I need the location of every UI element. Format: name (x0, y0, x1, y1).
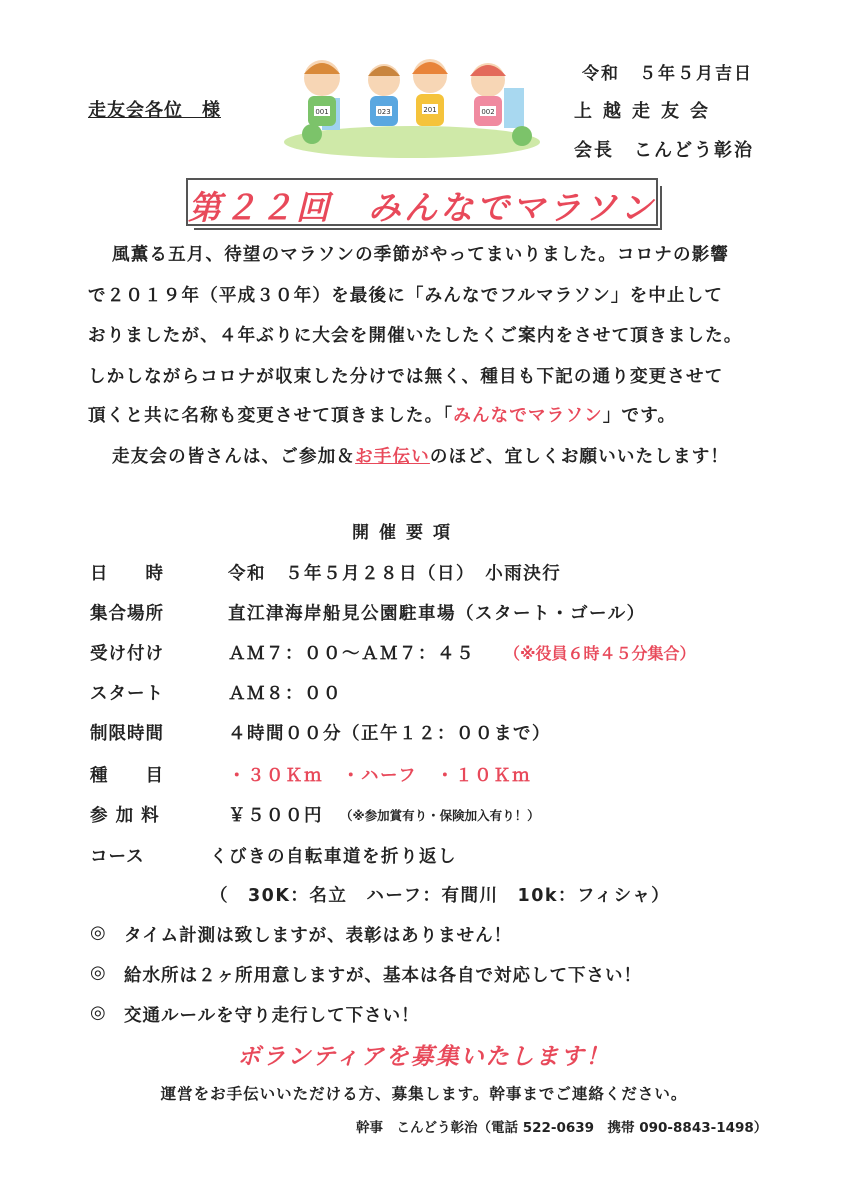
note-mark-1: ◎ (90, 922, 106, 943)
section-title: 開催要項 (352, 523, 460, 543)
course-value: くびきの自転車道を折り返し (210, 847, 457, 867)
intro-line-1: 風薫る五月、待望のマラソンの季節がやってまいりました。コロナの影響 (112, 245, 730, 265)
start-value: ＡＭ８：００ (228, 684, 342, 704)
intro-line-5-pre: 頂くと共に名称も変更させて頂きました。「 (88, 406, 454, 426)
note-1: タイム計測は致しますが、表彰はありません！ (124, 926, 513, 946)
venue-label: 集合場所 (90, 604, 164, 624)
intro-line-5-post: 」です。 (602, 406, 677, 426)
fee-note: （※参加賞有り・保険加入有り！） (340, 808, 540, 823)
reception-note: （※役員６時４５分集合） (504, 644, 696, 663)
course-detail: （ 30K：名立 ハーフ：有間川 10k：フィシャ） (210, 886, 671, 906)
runner-2 (368, 64, 400, 126)
date-value: 令和 ５年５月２８日（日） 小雨決行 (228, 564, 562, 584)
runner-3 (412, 59, 448, 126)
intro-line-6-post: のほど、宜しくお願いいたします！ (429, 447, 730, 467)
intro-line-5 (88, 402, 676, 427)
intro-line-4: しかしながらコロナが収束した分けでは無く、種目も下記の通り変更させて (88, 367, 724, 387)
svg-text:002: 002 (481, 108, 495, 116)
recruit-text: 運営をお手伝いいただける方、募集します。幹事までご連絡ください。 (160, 1085, 688, 1103)
note-mark-2: ◎ (90, 962, 106, 983)
event-value: ・３０Ｋｍ ・ハーフ ・１０Ｋｍ (228, 766, 532, 786)
volunteer-heading: ボランティアを募集いたします！ (237, 1044, 611, 1070)
limit-value: ４時間００分（正午１２：００まで） (228, 724, 551, 744)
chairman-name: 会長 こんどう彰治 (574, 140, 754, 161)
date-label: 日 時 (90, 564, 164, 584)
event-label: 種 目 (90, 766, 164, 786)
title-box (186, 178, 658, 226)
runner-4 (470, 63, 506, 126)
fee-label: 参 加 料 (90, 806, 160, 826)
reception-label: 受け付け (90, 644, 164, 664)
svg-text:023: 023 (377, 108, 391, 116)
issue-date: 令和 ５年５月吉日 (582, 64, 753, 84)
intro-line-2: で２０１９年（平成３０年）を最後に「みんなでフルマラソン」を中止して (88, 286, 724, 306)
addressee: 走友会各位 様 (88, 100, 221, 121)
note-mark-3: ◎ (90, 1002, 106, 1023)
note-3: 交通ルールを守り走行して下さい！ (124, 1006, 420, 1026)
intro-line-6 (112, 443, 729, 468)
svg-text:201: 201 (423, 106, 437, 114)
svg-text:001: 001 (315, 108, 329, 116)
course-label: コース (90, 847, 145, 867)
fee-value: ￥５００円 (228, 806, 323, 826)
note-2: 給水所は２ヶ所用意しますが、基本は各自で対応して下さい！ (124, 966, 642, 986)
organization-name: 上越走友会 (574, 101, 719, 122)
reception-value: ＡＭ７：００～ＡＭ７：４５ (228, 644, 475, 664)
limit-label: 制限時間 (90, 724, 164, 744)
runners-illustration (282, 50, 542, 160)
page-title: 第２２回 みんなでマラソン (188, 188, 656, 227)
venue-value: 直江津海岸船見公園駐車場（スタート・ゴール） (228, 604, 646, 624)
contact-info: 幹事 こんどう彰治（電話 522-0639 携帯 090-8843-1498） (356, 1120, 768, 1136)
help-highlight: お手伝い (355, 447, 430, 467)
runner-1 (304, 60, 340, 126)
start-label: スタート (90, 684, 164, 704)
intro-line-3: おりましたが、４年ぶりに大会を開催いたしたくご案内をさせて頂きました。 (88, 326, 743, 346)
event-name-highlight: みんなでマラソン (453, 406, 603, 426)
intro-line-6-pre: 走友会の皆さんは、ご参加＆ (112, 447, 356, 467)
